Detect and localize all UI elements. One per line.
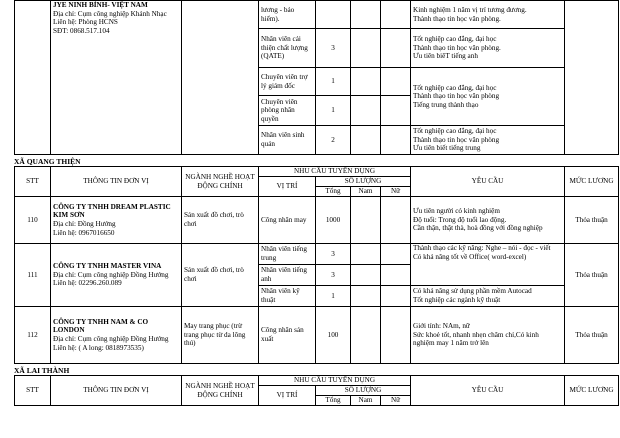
stt-cell: 110 xyxy=(15,197,51,244)
company-contact: Liên hệ: Phòng HCNS xyxy=(53,18,118,27)
requirement-line: Tốt nghiệp cao đẳng, đại học xyxy=(413,35,497,44)
header-demand: NHU CẦU TUYỂN DỤNG xyxy=(259,376,411,386)
female-cell xyxy=(381,265,411,286)
header-stt: STT xyxy=(15,376,51,406)
male-cell xyxy=(351,244,381,265)
requirements-cell xyxy=(411,286,565,307)
company-name: JYE NINH BÌNH- VIỆT NAM xyxy=(53,1,148,9)
female-cell xyxy=(381,244,411,265)
male-cell xyxy=(351,197,381,244)
requirement-line: Thành thạo tin học văn phòng. xyxy=(413,14,501,23)
total-cell: 3 xyxy=(316,265,351,286)
female-cell xyxy=(381,286,411,307)
male-cell xyxy=(351,265,381,286)
requirement-line: Có khả năng sử dụng phần mềm Autocad xyxy=(413,287,532,296)
requirement-line: Tốt nghiệp các ngành kỹ thuật xyxy=(413,296,501,304)
total-cell: 3 xyxy=(316,244,351,265)
industry-cell: Sản xuất đồ chơi, trò chơi xyxy=(182,197,259,244)
company-address: Địa chỉ: Cụm công nghiệp Đồng Hướng xyxy=(53,270,169,279)
position-cell: Nhân viên sinh quản xyxy=(259,126,316,155)
requirement-line: Ưu tiên người có kinh nghiệm xyxy=(413,207,500,216)
salary-cell: Thỏa thuận xyxy=(565,307,619,364)
company-info-cell xyxy=(51,307,182,364)
company-contact: Liên hệ: 0967016650 xyxy=(53,228,115,237)
table-row xyxy=(15,307,619,364)
stt-cell: 112 xyxy=(15,307,51,364)
female-cell xyxy=(381,307,411,364)
requirements-cell xyxy=(411,1,565,29)
header-info: THÔNG TIN ĐƠN VỊ xyxy=(51,167,182,197)
company-address: Địa chỉ: Đồng Hướng xyxy=(53,220,116,228)
stt-cell: 111 xyxy=(15,244,51,307)
male-cell xyxy=(351,307,381,364)
requirement-line: Ưu tiên biêT tiếng anh xyxy=(413,52,478,61)
position-cell: Nhân viên tiếng trung xyxy=(259,244,316,265)
requirement-line: Thành thạo tin học văn phòng. xyxy=(413,43,501,52)
section-title: XÃ LAI THÀNH xyxy=(14,366,70,375)
requirement-line: Tốt nghiệp cao đẳng, đại học xyxy=(413,83,497,92)
company-contact: Liên hệ: ( A long: 0818973535) xyxy=(53,343,144,352)
requirement-line: Thành thạo tin học văn phòng xyxy=(413,135,500,144)
company-contact: Liên hệ: 02296.260.089 xyxy=(53,279,122,288)
company-name: CÔNG TY TNHH DREAM PLASTIC KIM SƠN xyxy=(53,202,171,220)
total-cell xyxy=(316,1,351,29)
requirement-line: Thành thạo tin học văn phòng xyxy=(413,92,500,101)
header-quantity: SỐ LƯỢNG xyxy=(316,386,411,396)
female-cell xyxy=(381,197,411,244)
position-cell: Công nhân sản xuất xyxy=(259,307,316,364)
female-cell xyxy=(381,1,411,29)
stt-cell xyxy=(15,1,51,155)
company-info-cell xyxy=(51,244,182,307)
company-address: Địa chỉ: Cụm công nghiệp Khánh Nhạc xyxy=(53,9,167,18)
header-total: Tổng xyxy=(316,187,351,197)
female-cell xyxy=(381,96,411,126)
requirements-cell xyxy=(411,29,565,68)
female-cell xyxy=(381,126,411,155)
company-info-cell xyxy=(51,1,182,155)
male-cell xyxy=(351,1,381,29)
company-name: CÔNG TY TNHH NAM & CO LONDON xyxy=(53,317,149,335)
header-male: Nam xyxy=(351,396,381,406)
header-salary: MỨC LƯƠNG xyxy=(565,167,619,197)
total-cell: 1 xyxy=(316,286,351,307)
male-cell xyxy=(351,126,381,155)
header-female: Nữ xyxy=(381,187,411,197)
position-cell: Nhân viên tiếng anh xyxy=(259,265,316,286)
table-row xyxy=(15,197,619,244)
requirement-line: Tiếng trung thành thạo xyxy=(413,100,479,109)
requirement-line: Thành thạo các kỹ năng: Nghe – nói - đọc - viết xyxy=(413,244,551,252)
total-cell: 1 xyxy=(316,96,351,126)
requirement-line: Giới tính: NAm, nữ xyxy=(413,322,470,331)
company-address: Địa chỉ: Cụm công nghiệp Đồng Hướng xyxy=(53,335,169,343)
male-cell xyxy=(351,29,381,68)
requirements-cell xyxy=(411,126,565,155)
total-cell: 2 xyxy=(316,126,351,155)
position-cell: Nhân viên kỹ thuật xyxy=(259,286,316,307)
requirement-line: Kinh nghiệm 1 năm vị trí tương đương. xyxy=(413,5,527,14)
industry-cell: Sản xuất đồ chơi, trò chơi xyxy=(182,244,259,307)
requirement-line: Có khả năng tốt về Office( word-excel) xyxy=(413,252,527,261)
section1-table xyxy=(14,166,619,364)
header-position: VỊ TRÍ xyxy=(259,177,316,197)
position-cell: Công nhân may xyxy=(259,197,316,244)
company-info-cell xyxy=(51,197,182,244)
requirement-line: Tốt nghiệp cao đẳng, đại học xyxy=(413,127,497,136)
header-position: VỊ TRÍ xyxy=(259,386,316,406)
salary-cell: Thỏa thuận xyxy=(565,244,619,307)
female-cell xyxy=(381,68,411,96)
header-male: Nam xyxy=(351,187,381,197)
company-phone: SĐT: 0868.517.104 xyxy=(53,26,110,35)
header-info: THÔNG TIN ĐƠN VỊ xyxy=(51,376,182,406)
header-requirements: YÊU CẦU xyxy=(411,376,565,406)
header-industry: NGÀNH NGHỀ HOẠT ĐỘNG CHÍNH xyxy=(182,167,259,197)
industry-cell: May trang phục (trừ trang phục từ da lông thú) xyxy=(182,307,259,364)
position-cell: lương - bảo hiểm). xyxy=(259,1,316,29)
requirements-cell xyxy=(411,197,565,244)
total-cell: 3 xyxy=(316,29,351,68)
header-industry: NGÀNH NGHỀ HOẠT ĐỘNG CHÍNH xyxy=(182,376,259,406)
requirements-cell xyxy=(411,244,565,286)
total-cell: 100 xyxy=(316,307,351,364)
top-continuation-table xyxy=(14,0,619,155)
requirement-line: Ưu tiên biết tiếng trung xyxy=(413,144,481,153)
header-quantity: SỐ LƯỢNG xyxy=(316,177,411,187)
total-cell: 1000 xyxy=(316,197,351,244)
total-cell: 1 xyxy=(316,68,351,96)
salary-cell xyxy=(565,1,619,155)
requirement-line: Độ tuổi: Trong độ tuổi lao động. xyxy=(413,215,507,224)
requirement-line: Cần thận, thật thà, hoà đồng với đồng nghiệp xyxy=(413,224,543,233)
male-cell xyxy=(351,286,381,307)
table-row xyxy=(15,244,619,265)
requirement-line: Sức khoẻ tốt, nhanh nhẹn chăm chỉ,Có kinh nghiệm may 1 năm trở lên xyxy=(413,330,539,348)
header-requirements: YÊU CẦU xyxy=(411,167,565,197)
requirements-cell xyxy=(411,68,565,126)
section-title: XÃ QUANG THIỆN xyxy=(14,157,81,166)
requirements-cell xyxy=(411,307,565,364)
female-cell xyxy=(381,29,411,68)
header-stt: STT xyxy=(15,167,51,197)
header-female: Nữ xyxy=(381,396,411,406)
position-cell: Chuyên viên phòng nhân quyền xyxy=(259,96,316,126)
header-total: Tổng xyxy=(316,396,351,406)
header-demand: NHU CẦU TUYỂN DỤNG xyxy=(259,167,411,177)
company-name: CÔNG TY TNHH MASTER VINA xyxy=(53,262,162,271)
header-salary: MỨC LƯƠNG xyxy=(565,376,619,406)
industry-cell xyxy=(182,1,259,155)
salary-cell: Thỏa thuận xyxy=(565,197,619,244)
male-cell xyxy=(351,68,381,96)
position-cell: Nhân viên cải thiện chất lượng (QATE) xyxy=(259,29,316,68)
position-cell: Chuyên viên trợ lý giám đốc xyxy=(259,68,316,96)
male-cell xyxy=(351,96,381,126)
section2-table xyxy=(14,375,619,406)
